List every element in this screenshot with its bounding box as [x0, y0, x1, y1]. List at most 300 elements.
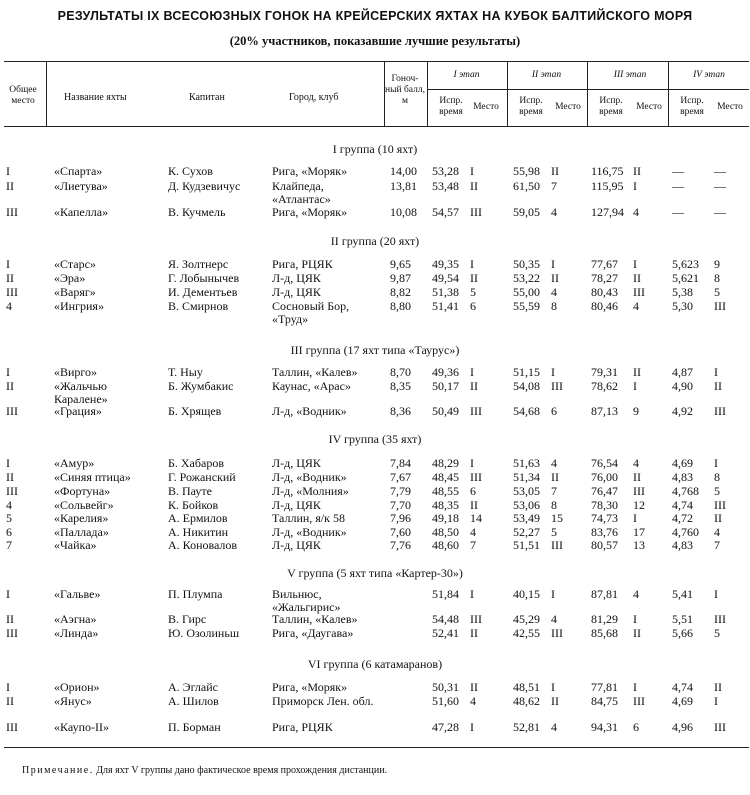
page-title: РЕЗУЛЬТАТЫ IX ВСЕСОЮЗНЫХ ГОНОК НА КРЕЙСЕРСКИХ ЯХТАХ НА КУБОК БАЛТИЙСКОГО МОРЯ	[57, 9, 693, 23]
group-title: III группа (17 яхт типа «Таурус»)	[290, 343, 460, 357]
cell-p2: II	[551, 470, 559, 484]
cell-captain: А. Ермилов	[168, 511, 228, 525]
cell-p1: I	[470, 365, 474, 379]
cell-p3: I	[633, 257, 637, 271]
cell-p3: II	[633, 365, 641, 379]
cell-t1: 47,28	[432, 720, 459, 734]
cell-t3: 94,31	[591, 720, 618, 734]
cell-p1: I	[470, 456, 474, 470]
cell-captain: А. Коновалов	[168, 538, 238, 552]
cell-t4: 4,760	[672, 525, 699, 539]
cell-city: Приморск Лен. обл.	[272, 694, 374, 708]
cell-captain: Б. Хабаров	[168, 456, 224, 470]
cell-p1: II	[470, 498, 478, 512]
cell-t3: 83,76	[591, 525, 618, 539]
cell-rating: 9,87	[390, 271, 411, 285]
cell-t1: 52,41	[432, 626, 459, 640]
cell-t1: 54,48	[432, 612, 459, 626]
cell-place: I	[6, 680, 10, 694]
cell-t1: 50,17	[432, 379, 459, 393]
cell-p3: I	[633, 179, 637, 193]
cell-rating: 7,67	[390, 470, 411, 484]
cell-city: Л-д, «Водник»	[272, 404, 347, 418]
cell-t4: 4,92	[672, 404, 693, 418]
cell-t2: 40,15	[513, 587, 540, 601]
cell-p4: III	[714, 404, 726, 418]
cell-t4: —	[672, 179, 684, 193]
cell-t1: 49,54	[432, 271, 459, 285]
cell-yacht: «Варяг»	[54, 285, 96, 299]
cell-city: Рига, РЦЯК	[272, 720, 333, 734]
cell-t2: 54,08	[513, 379, 540, 393]
cell-p4: II	[714, 379, 722, 393]
cell-city: Л-д, ЦЯК	[272, 285, 321, 299]
cell-t4: 5,38	[672, 285, 693, 299]
cell-p1: 4	[470, 694, 476, 708]
cell-t1: 48,29	[432, 456, 459, 470]
header-divider	[427, 61, 428, 126]
cell-t2: 51,51	[513, 538, 540, 552]
cell-place: III	[6, 484, 18, 498]
cell-p2: III	[551, 379, 563, 393]
cell-rating: 8,35	[390, 379, 411, 393]
cell-t4: 4,87	[672, 365, 693, 379]
cell-t3: 87,81	[591, 587, 618, 601]
cell-captain: Д. Кудзевичус	[168, 179, 241, 193]
cell-yacht: «Аэгна»	[54, 612, 97, 626]
cell-t4: 4,90	[672, 379, 693, 393]
cell-p1: III	[470, 404, 482, 418]
cell-rating: 7,76	[390, 538, 411, 552]
cell-p2: 5	[551, 525, 557, 539]
cell-t3: 116,75	[591, 164, 624, 178]
cell-p4: I	[714, 365, 718, 379]
cell-t3: 84,75	[591, 694, 618, 708]
cell-t2: 48,62	[513, 694, 540, 708]
cell-city: Рига, «Моряк»	[272, 164, 348, 178]
cell-captain: А. Эглайс	[168, 680, 218, 694]
cell-t3: 74,73	[591, 511, 618, 525]
table-bottom-rule	[4, 747, 749, 748]
cell-t2: 42,55	[513, 626, 540, 640]
header-captain: Капитан	[189, 92, 225, 103]
header-pos-4: Место	[717, 102, 743, 112]
cell-t3: 115,95	[591, 179, 624, 193]
cell-t4: —	[672, 205, 684, 219]
header-yacht: Название яхты	[64, 92, 127, 103]
cell-rating: 10,08	[390, 205, 417, 219]
cell-p3: II	[633, 626, 641, 640]
cell-p2: 4	[551, 612, 557, 626]
cell-p2: 8	[551, 299, 557, 313]
cell-t4: 4,72	[672, 511, 693, 525]
cell-rating: 13,81	[390, 179, 417, 193]
cell-t2: 59,05	[513, 205, 540, 219]
cell-yacht: «Старс»	[54, 257, 96, 271]
cell-captain: А. Шилов	[168, 694, 219, 708]
cell-city: Л-д, ЦЯК	[272, 456, 321, 470]
cell-p2: I	[551, 365, 555, 379]
header-stage-1: I этап	[453, 70, 480, 80]
cell-t1: 54,57	[432, 205, 459, 219]
cell-t3: 76,00	[591, 470, 618, 484]
cell-city: Л-д, «Водник»	[272, 525, 347, 539]
cell-t1: 48,50	[432, 525, 459, 539]
cell-p4: 8	[714, 470, 720, 484]
cell-p1: I	[470, 720, 474, 734]
cell-city: Каунас, «Арас»	[272, 379, 351, 393]
cell-rating: 7,79	[390, 484, 411, 498]
cell-yacht: «Линда»	[54, 626, 99, 640]
cell-yacht: «Паллада»	[54, 525, 109, 539]
cell-t3: 77,67	[591, 257, 618, 271]
cell-city: Таллин, «Калев»	[272, 365, 358, 379]
cell-rating: 9,65	[390, 257, 411, 271]
cell-p1: I	[470, 587, 474, 601]
cell-city: Таллин, «Калев»	[272, 612, 358, 626]
cell-t1: 49,35	[432, 257, 459, 271]
cell-p2: 4	[551, 205, 557, 219]
cell-p4: I	[714, 456, 718, 470]
cell-p4: II	[714, 511, 722, 525]
cell-yacht: «Капелла»	[54, 205, 109, 219]
cell-p4: III	[714, 299, 726, 313]
cell-captain: Б. Хрящев	[168, 404, 222, 418]
cell-place: II	[6, 179, 14, 193]
header-divider	[668, 61, 669, 126]
cell-city: Л-д, ЦЯК	[272, 271, 321, 285]
cell-p2: I	[551, 587, 555, 601]
cell-t2: 55,59	[513, 299, 540, 313]
cell-p4: 7	[714, 538, 720, 552]
cell-t1: 51,41	[432, 299, 459, 313]
cell-t2: 48,51	[513, 680, 540, 694]
cell-t3: 127,94	[591, 205, 624, 219]
header-divider	[587, 61, 588, 126]
cell-p1: III	[470, 612, 482, 626]
cell-captain: В. Гирс	[168, 612, 207, 626]
cell-p1: III	[470, 205, 482, 219]
cell-t1: 48,35	[432, 498, 459, 512]
header-stage-4: IV этап	[693, 70, 725, 80]
cell-yacht: «Гальве»	[54, 587, 101, 601]
cell-p2: 4	[551, 285, 557, 299]
cell-p1: I	[470, 164, 474, 178]
cell-p2: II	[551, 694, 559, 708]
header-pos-1: Место	[473, 102, 499, 112]
cell-t2: 53,05	[513, 484, 540, 498]
cell-city: Рига, «Моряк»	[272, 680, 348, 694]
header-divider	[46, 61, 47, 126]
cell-t3: 85,68	[591, 626, 618, 640]
footnote-label: Примечание.	[22, 765, 94, 776]
cell-place: II	[6, 470, 14, 484]
cell-place: 4	[6, 299, 12, 313]
cell-captain: Ю. Озолиньш	[168, 626, 240, 640]
cell-p4: III	[714, 498, 726, 512]
cell-t1: 53,28	[432, 164, 459, 178]
group-title: I группа (10 яхт)	[332, 142, 418, 156]
cell-t4: 5,623	[672, 257, 699, 271]
cell-captain: К. Сухов	[168, 164, 213, 178]
cell-t3: 81,29	[591, 612, 618, 626]
header-rating: Гоночный балл, м	[385, 74, 425, 106]
cell-p4: III	[714, 612, 726, 626]
cell-place: I	[6, 456, 10, 470]
cell-city: Клайпеда, «Атлантас»	[272, 179, 331, 206]
cell-city: Рига, РЦЯК	[272, 257, 333, 271]
cell-t3: 77,81	[591, 680, 618, 694]
cell-place: II	[6, 379, 14, 393]
footnote	[22, 765, 387, 776]
cell-t2: 55,98	[513, 164, 540, 178]
group-title: II группа (20 яхт)	[330, 234, 420, 248]
cell-captain: Б. Жумбакис	[168, 379, 234, 393]
cell-captain: И. Дементьев	[168, 285, 238, 299]
cell-captain: В. Пауте	[168, 484, 212, 498]
cell-place: I	[6, 365, 10, 379]
cell-place: I	[6, 164, 10, 178]
cell-p1: I	[470, 257, 474, 271]
header-divider	[507, 61, 508, 126]
cell-place: 6	[6, 525, 12, 539]
cell-p3: I	[633, 379, 637, 393]
cell-p3: III	[633, 694, 645, 708]
cell-t4: 4,96	[672, 720, 693, 734]
cell-p3: 4	[633, 587, 639, 601]
header-place: Общее место	[9, 85, 37, 106]
cell-place: 4	[6, 498, 12, 512]
cell-p1: III	[470, 470, 482, 484]
cell-t4: 5,621	[672, 271, 699, 285]
cell-t1: 49,36	[432, 365, 459, 379]
cell-t1: 48,45	[432, 470, 459, 484]
cell-p3: I	[633, 511, 637, 525]
cell-p3: II	[633, 271, 641, 285]
cell-captain: В. Кучмель	[168, 205, 226, 219]
cell-place: II	[6, 271, 14, 285]
cell-yacht: «Грация»	[54, 404, 102, 418]
group-title: IV группа (35 яхт)	[328, 432, 422, 446]
cell-captain: В. Смирнов	[168, 299, 229, 313]
cell-t1: 48,55	[432, 484, 459, 498]
cell-place: I	[6, 257, 10, 271]
header-pos-3: Место	[636, 102, 662, 112]
header-stage-3: III этап	[613, 70, 647, 80]
header-stage-rule	[427, 89, 749, 90]
cell-p3: II	[633, 164, 641, 178]
cell-p3: III	[633, 285, 645, 299]
cell-captain: П. Борман	[168, 720, 221, 734]
cell-t3: 80,57	[591, 538, 618, 552]
cell-yacht: «Сольвейг»	[54, 498, 114, 512]
cell-p2: I	[551, 257, 555, 271]
cell-t1: 51,84	[432, 587, 459, 601]
cell-city: Рига, «Моряк»	[272, 205, 348, 219]
cell-captain: А. Никитин	[168, 525, 229, 539]
table-top-rule	[4, 61, 749, 62]
cell-t3: 80,46	[591, 299, 618, 313]
cell-yacht: «Чайка»	[54, 538, 97, 552]
cell-place: 7	[6, 538, 12, 552]
cell-t3: 78,62	[591, 379, 618, 393]
cell-yacht: «Янус»	[54, 694, 92, 708]
cell-t4: —	[672, 164, 684, 178]
cell-t2: 50,35	[513, 257, 540, 271]
cell-yacht: «Эра»	[54, 271, 86, 285]
cell-p2: 8	[551, 498, 557, 512]
cell-p1: II	[470, 179, 478, 193]
cell-yacht: «Ингрия»	[54, 299, 104, 313]
cell-t2: 53,06	[513, 498, 540, 512]
cell-t2: 51,15	[513, 365, 540, 379]
cell-t1: 53,48	[432, 179, 459, 193]
cell-rating: 7,96	[390, 511, 411, 525]
cell-p4: —	[714, 164, 726, 178]
header-bottom-rule	[4, 126, 749, 127]
cell-rating: 8,70	[390, 365, 411, 379]
cell-captain: К. Бойков	[168, 498, 219, 512]
cell-p4: 8	[714, 271, 720, 285]
cell-t3: 76,47	[591, 484, 618, 498]
cell-p3: 17	[633, 525, 645, 539]
cell-p4: 5	[714, 285, 720, 299]
cell-t1: 51,38	[432, 285, 459, 299]
cell-t2: 53,22	[513, 271, 540, 285]
cell-rating: 8,80	[390, 299, 411, 313]
cell-t3: 76,54	[591, 456, 618, 470]
cell-city: Вильнюс, «Жальгирис»	[272, 587, 341, 614]
header-corr-time-1: Испр. время	[439, 96, 463, 117]
cell-captain: Я. Золтнерс	[168, 257, 229, 271]
cell-place: I	[6, 587, 10, 601]
cell-yacht: «Фортуна»	[54, 484, 111, 498]
cell-t1: 50,31	[432, 680, 459, 694]
cell-captain: П. Плумпа	[168, 587, 223, 601]
cell-p4: —	[714, 205, 726, 219]
cell-t4: 5,51	[672, 612, 693, 626]
cell-city: Рига, «Даугава»	[272, 626, 354, 640]
cell-t2: 52,27	[513, 525, 540, 539]
cell-p3: 13	[633, 538, 645, 552]
cell-p3: I	[633, 612, 637, 626]
cell-place: 5	[6, 511, 12, 525]
cell-place: III	[6, 720, 18, 734]
cell-p2: III	[551, 626, 563, 640]
group-title: VI группа (6 катамаранов)	[307, 657, 443, 671]
cell-p4: I	[714, 694, 718, 708]
cell-p4: I	[714, 587, 718, 601]
cell-t4: 4,74	[672, 680, 693, 694]
header-pos-2: Место	[555, 102, 581, 112]
cell-p2: 7	[551, 484, 557, 498]
cell-city: Сосновый Бор, «Труд»	[272, 299, 350, 326]
cell-t2: 54,68	[513, 404, 540, 418]
cell-t1: 49,18	[432, 511, 459, 525]
cell-p3: 12	[633, 498, 645, 512]
header-divider	[384, 61, 385, 126]
cell-city: Л-д, ЦЯК	[272, 498, 321, 512]
cell-p3: 9	[633, 404, 639, 418]
cell-p4: 5	[714, 484, 720, 498]
cell-p2: I	[551, 680, 555, 694]
cell-p1: II	[470, 626, 478, 640]
cell-p2: II	[551, 164, 559, 178]
cell-p3: I	[633, 680, 637, 694]
cell-t2: 53,49	[513, 511, 540, 525]
cell-yacht: «Жальчью Каралене»	[54, 379, 108, 406]
cell-t3: 87,13	[591, 404, 618, 418]
cell-p3: 4	[633, 205, 639, 219]
cell-t4: 4,83	[672, 538, 693, 552]
cell-rating: 7,84	[390, 456, 411, 470]
cell-p1: 6	[470, 484, 476, 498]
cell-t4: 4,74	[672, 498, 693, 512]
cell-t4: 4,69	[672, 456, 693, 470]
cell-p3: 4	[633, 299, 639, 313]
cell-city: Таллин, я/к 58	[272, 511, 345, 525]
cell-rating: 7,70	[390, 498, 411, 512]
cell-p1: 5	[470, 285, 476, 299]
cell-t3: 80,43	[591, 285, 618, 299]
cell-captain: Г. Лобынычев	[168, 271, 240, 285]
cell-yacht: «Каупо-II»	[54, 720, 109, 734]
cell-p2: 6	[551, 404, 557, 418]
cell-place: II	[6, 694, 14, 708]
cell-yacht: «Вирго»	[54, 365, 98, 379]
cell-t2: 61,50	[513, 179, 540, 193]
cell-t4: 4,83	[672, 470, 693, 484]
cell-t4: 5,30	[672, 299, 693, 313]
cell-place: III	[6, 205, 18, 219]
cell-place: III	[6, 626, 18, 640]
cell-p3: III	[633, 484, 645, 498]
cell-t1: 51,60	[432, 694, 459, 708]
cell-rating: 14,00	[390, 164, 417, 178]
cell-city: Л-д, ЦЯК	[272, 538, 321, 552]
cell-p3: 4	[633, 456, 639, 470]
cell-place: III	[6, 404, 18, 418]
cell-p2: 4	[551, 456, 557, 470]
cell-p4: —	[714, 179, 726, 193]
cell-t4: 4,768	[672, 484, 699, 498]
cell-t1: 48,60	[432, 538, 459, 552]
cell-t2: 51,34	[513, 470, 540, 484]
cell-t3: 78,27	[591, 271, 618, 285]
cell-p1: 6	[470, 299, 476, 313]
cell-p4: 5	[714, 626, 720, 640]
cell-city: Л-д, «Водник»	[272, 470, 347, 484]
cell-yacht: «Карелия»	[54, 511, 109, 525]
cell-captain: Т. Ныу	[168, 365, 203, 379]
cell-p2: 15	[551, 511, 563, 525]
cell-p3: II	[633, 470, 641, 484]
cell-p2: III	[551, 538, 563, 552]
cell-city: Л-д, «Молния»	[272, 484, 349, 498]
cell-p4: III	[714, 720, 726, 734]
cell-captain: Г. Рожанский	[168, 470, 236, 484]
cell-t2: 45,29	[513, 612, 540, 626]
cell-t4: 4,69	[672, 694, 693, 708]
cell-rating: 8,82	[390, 285, 411, 299]
cell-yacht: «Спарта»	[54, 164, 103, 178]
cell-p1: 7	[470, 538, 476, 552]
cell-yacht: «Амур»	[54, 456, 95, 470]
cell-p1: II	[470, 680, 478, 694]
cell-t4: 5,66	[672, 626, 693, 640]
cell-p1: 14	[470, 511, 482, 525]
cell-p2: II	[551, 271, 559, 285]
